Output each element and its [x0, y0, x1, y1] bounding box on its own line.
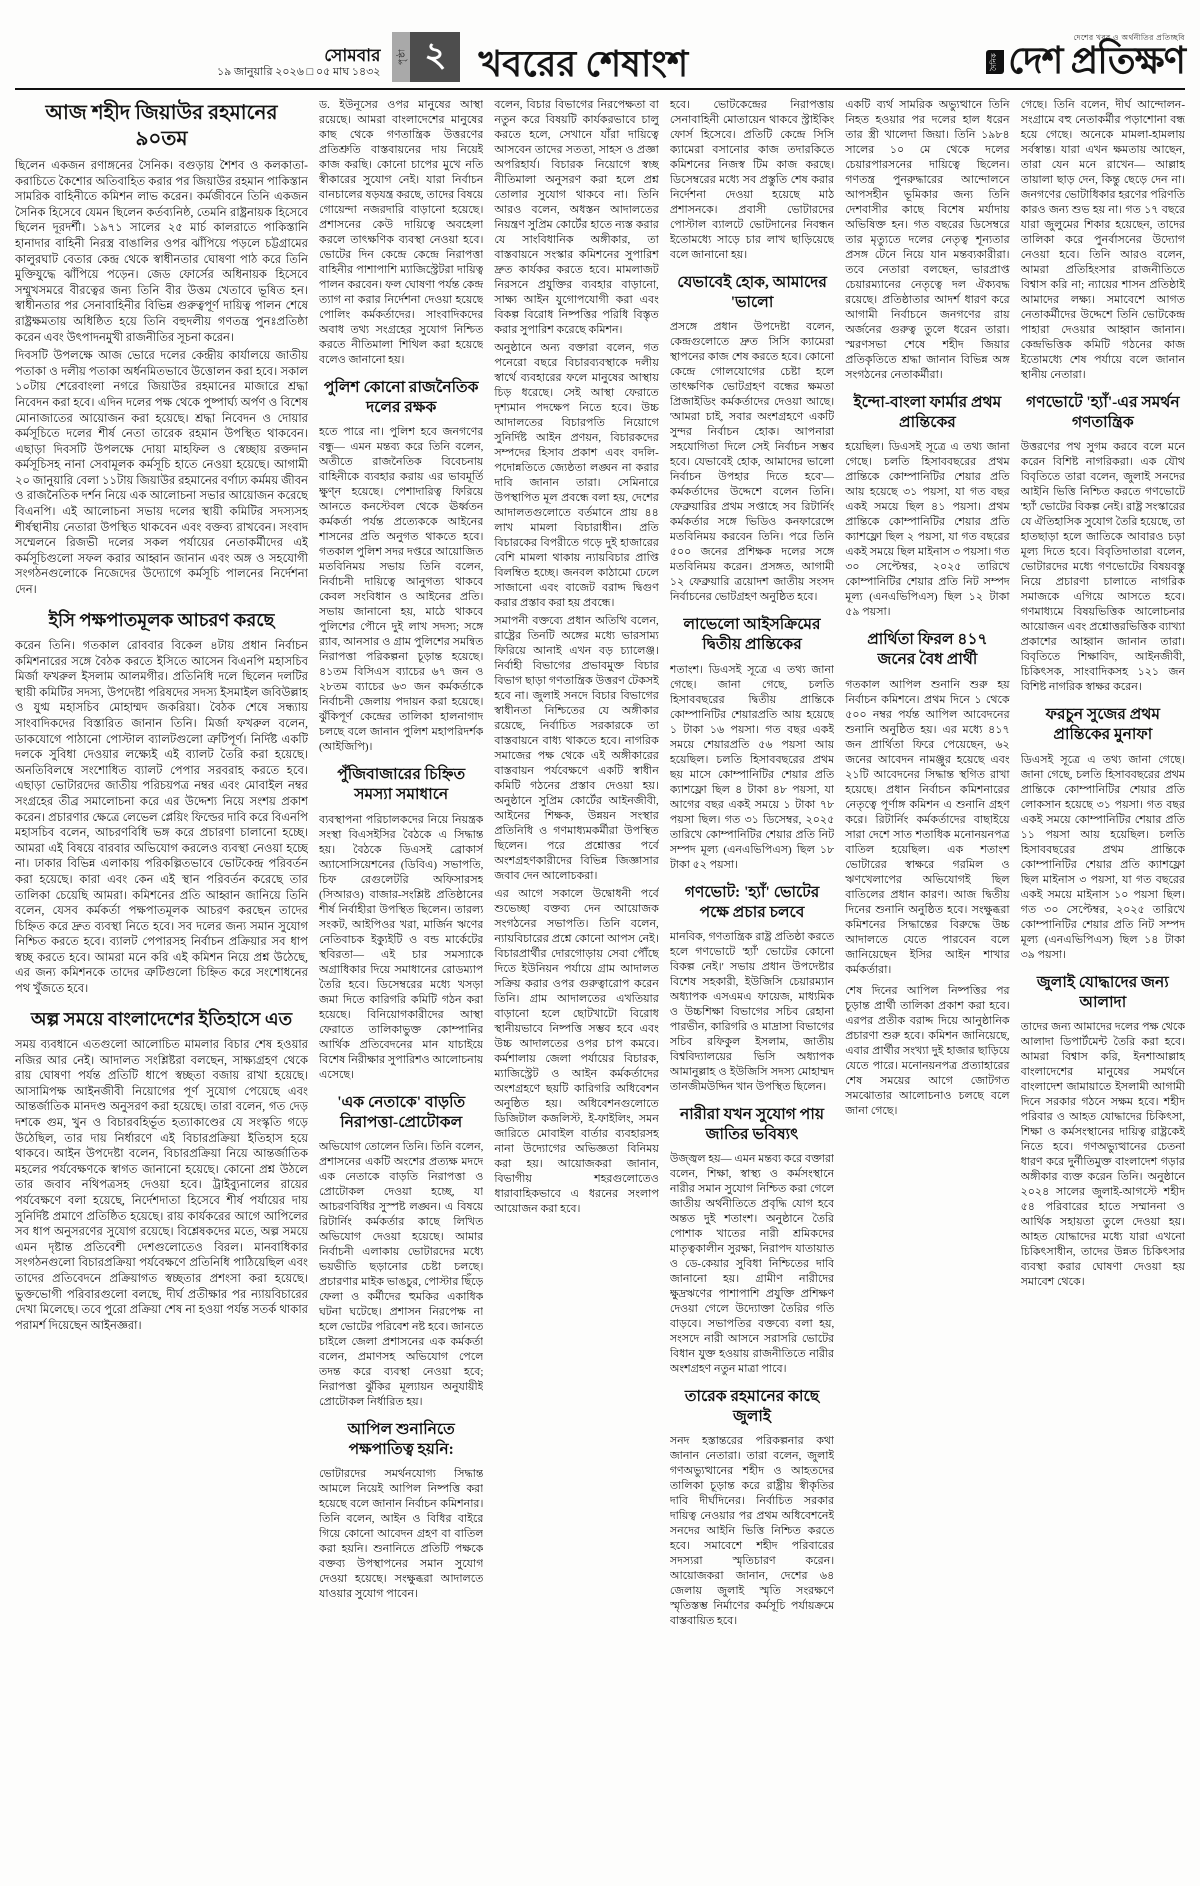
story-paragraph: ডিএসই সূত্রে এ তথ্য জানা গেছে। জানা গেছে, চলতি হিসাববছরের প্রথম প্রান্তিকে কোম্পানিটির শেয়ার প্রতি লোকসান হয়েছে ৩১ পয়সা। গত বছর একই সময়ে কোম্পানিটির শেয়ার প্রতি ১১ পয়সা আয় হয়েছিল। চলতি হিসাববছরের প্রথম প্রান্তিকে কোম্পানিটির শেয়ার প্রতি ক্যাশফ্লো ছিল মাইনাস ৩ পয়সা, যা গত বছরের একই সময়ে মাইনাস ১০ পয়সা ছিল। গত ৩০ সেপ্টেম্বর, ২০২৫ তারিখে কোম্পানিটির শেয়ার প্রতি নিট সম্পদ মূল্য (এনএভিপিএস) ছিল ১৪ টাকা ৩৯ পয়সা।: [1020, 753, 1185, 961]
story: [15, 100, 308, 599]
story-paragraph: ড. ইউনূসের ওপর মানুষের আস্থা রয়েছে। আমরা বাংলাদেশের মানুষের কাছ থেকে গণতান্ত্রিক উত্তরণের প্রতিশ্রুতি বাস্তবায়নের দায় নিয়েই কাজ করছি। কোনো চাপের মুখে নতি স্বীকারের সুযোগ নেই। যারা নির্বাচন বানচালের ষড়যন্ত্র করছে, তাদের বিষয়ে গোয়েন্দা নজরদারি বাড়ানো হয়েছে। প্রশাসনের কেউ দায়িত্বে অবহেলা করলে তাৎক্ষণিক ব্যবস্থা নেওয়া হবে। ভোটের দিন কেন্দ্রে কেন্দ্রে নিরাপত্তা বাহিনীর পাশাপাশি ম্যাজিস্ট্রেটরা দায়িত্ব পালন করবেন। ফল ঘোষণা পর্যন্ত কেন্দ্র ত্যাগ না করার নির্দেশনা দেওয়া হয়েছে পোলিং কর্মকর্তাদের। সাংবাদিকদের অবাধ তথ্য সংগ্রহের সুযোগ নিশ্চিত করতে নীতিমালা শিথিল করা হয়েছে বলেও জানানো হয়।: [319, 99, 484, 366]
story: [670, 615, 834, 872]
page-number-box: [392, 32, 460, 82]
story-continuation: [1021, 98, 1185, 383]
section-title: খবরের শেষাংশ: [478, 44, 689, 84]
story: [845, 393, 1009, 620]
story: [845, 630, 1009, 977]
news-column: [845, 98, 1009, 1873]
paper-name: দেশ প্রতিক্ষণ: [1008, 41, 1185, 82]
story: [15, 609, 308, 998]
story: [670, 1387, 834, 1629]
story-paragraph: ব্যবস্থাপনা পরিচালকদের নিয়ে নিয়ন্ত্রক সংস্থা বিএসইসির বৈঠকে এ সিদ্ধান্ত হয়। বৈঠকে ডিএসই ব্রোকার্স অ্যাসোসিয়েশনের (ডিবিএ) সভাপতি, চিফ রেগুলেটরি অফিসারসহ (সিআরও) বাজার-সংশ্লিষ্ট প্রতিষ্ঠানের শীর্ষ নির্বাহীরা উপস্থিত ছিলেন। তারল্য সংকট, আইপিওর খরা, মার্জিন ঋণের নেতিবাচক ইক্যুইটি ও বন্ড মার্কেটের স্থবিরতা— এই চার সমস্যাকে অগ্রাধিকার দিয়ে সমাধানের রোডম্যাপ তৈরি হবে। ডিসেম্বরের মধ্যে খসড়া জমা দিতে কারিগরি কমিটি গঠন করা হয়েছে। বিনিয়োগকারীদের আস্থা ফেরাতে তালিকাভুক্ত কোম্পানির আর্থিক প্রতিবেদনের মান যাচাইয়ে বিশেষ নিরীক্ষার সুপারিশও আলোচনায় এসেছে।: [319, 813, 484, 1081]
story-headline: পুলিশ কোনো রাজনৈতিক দলের রক্ষক: [323, 379, 479, 417]
story-paragraph: উত্তরণের পথ সুগম করবে বলে মনে করেন বিশিষ্ট নাগরিকরা। এক যৌথ বিবৃতিতে তারা বলেন, জুলাই সনদের আইনি ভিত্তি নিশ্চিত করতে গণভোটে 'হ্যাঁ' ভোটের বিকল্প নেই। রাষ্ট্র সংস্কারের যে ঐতিহাসিক সুযোগ তৈরি হয়েছে, তা হাতছাড়া হলে জাতিকে আবারও চড়া মূল্য দিতে হবে। বিবৃতিদাতারা বলেন, ভোটারদের মধ্যে গণভোটের বিষয়বস্তু নিয়ে প্রচারণা চালাতে নাগরিক সমাজকে এগিয়ে আসতে হবে। গণমাধ্যমে বিষয়ভিত্তিক আলোচনার আয়োজন এবং প্রশ্নোত্তরভিত্তিক ব্যাখ্যা প্রকাশের আহ্বান জানান তারা। বিবৃতিতে শিক্ষাবিদ, আইনজীবী, চিকিৎসক, সাংবাদিকসহ ১২১ জন বিশিষ্ট নাগরিক স্বাক্ষর করেন।: [1020, 441, 1185, 694]
story-paragraph: শতাংশ। ডিএসই সূত্রে এ তথ্য জানা গেছে। জানা গেছে, চলতি হিসাববছরের দ্বিতীয় প্রান্তিকে কোম্পানিটির শেয়ারপ্রতি আয় হয়েছে ১ টাকা ১৬ পয়সা। গত বছর একই সময়ে শেয়ারপ্রতি ৫৬ পয়সা আয় হয়েছিল। চলতি হিসাববছরের প্রথম ছয় মাসে কোম্পানিটির শেয়ার প্রতি ক্যাশফ্লো ছিল ৪ টাকা ৪৮ পয়সা, যা আগের বছর একই সময়ে ১ টাকা ৭৮ পয়সা ছিল। গত ৩১ ডিসেম্বর, ২০২৫ তারিখে কোম্পানিটির শেয়ার প্রতি নিট সম্পদ মূল্য (এনএভিপিএস) ছিল ১৮ টাকা ৫২ পয়সা।: [669, 663, 835, 871]
story-headline: আজ শহীদ জিয়াউর রহমানের ৯০তম: [45, 102, 278, 150]
news-column: [15, 98, 308, 1873]
paper-brand: [986, 34, 1185, 83]
paper-emblem-icon: দৈনিক: [986, 50, 1004, 74]
story-headline: তারেক রহমানের কাছে জুলাই: [684, 1388, 820, 1426]
news-column: [319, 98, 483, 1873]
story-continuation: [845, 984, 1009, 1119]
story-paragraph: হবে। ভোটকেন্দ্রের নিরাপত্তায় সেনাবাহিনী মোতায়েন থাকবে স্ট্রাইকিং ফোর্স হিসেবে। প্রতিটি কেন্দ্রে সিসি ক্যামেরা বসানোর কাজ তদারকিতে কমিশনের নিজস্ব টিম কাজ করছে। ডিসেম্বরের মধ্যে সব প্রস্তুতি শেষ করার নির্দেশনা দেওয়া হয়েছে মাঠ প্রশাসনকে। প্রবাসী ভোটারদের পোস্টাল ব্যালটে ভোটদানের নিবন্ধন ইতোমধ্যে সাড়ে চার লাখ ছাড়িয়েছে বলে জানানো হয়।: [669, 99, 835, 261]
news-column: [494, 98, 658, 1873]
story-paragraph: দিবসটি উপলক্ষে আজ ভোরে দলের কেন্দ্রীয় কার্যালয়ে জাতীয় পতাকা ও দলীয় পতাকা অর্ধনমিতভাবে উত্তোলন করা হবে। সকাল ১০টায় শেরেবাংলা নগরে জিয়াউর রহমানের মাজারে শ্রদ্ধা নিবেদন করা হবে। এদিন দলের পক্ষ থেকে পুষ্পার্ঘ্য অর্পণ ও বিশেষ মোনাজাতের আয়োজন করা হয়েছে। শ্রদ্ধা নিবেদন ও দোয়ার কর্মসূচিতে দলের শীর্ষ নেতা তারেক রহমান উপস্থিত থাকবেন। এছাড়া দিবসটি উপলক্ষে দোয়া মাহফিল ও স্বেচ্ছায় রক্তদান কর্মসূচিসহ নানা সেবামূলক কর্মসূচি হাতে নেওয়া হয়েছে। আগামী ২০ জানুয়ারি বেলা ১১টায় জিয়াউর রহমানের বর্ণাঢ্য কর্মময় জীবন ও রাজনৈতিক দর্শন নিয়ে এক আলোচনা সভার আয়োজন করেছে বিএনপি। এই আলোচনা সভায় দলের স্থায়ী কমিটির সদস্যসহ শীর্ষস্থানীয় নেতারা উপস্থিত থাকবেন এবং বক্তব্য রাখবেন। সংবাদ সম্মেলনে রিজভী দলের সকল পর্যায়ের নেতাকর্মীদের এই কর্মসূচিগুলো সফল করার আহ্বান জানান এবং অঙ্গ ও সহযোগী সংগঠনগুলোকে নিজেদের উদ্যোগে কর্মসূচি পালনের নির্দেশনা দেন।: [15, 350, 308, 597]
date-line: ১৯ জানুয়ারি ২০২৬ □ ০৫ মাঘ ১৪৩২: [217, 66, 381, 79]
story-headline: ইন্দো-বাংলা ফার্মার প্রথম প্রান্তিকের: [853, 394, 1002, 432]
story: [670, 883, 834, 1095]
story: [319, 1420, 483, 1602]
story-paragraph: মানবিক, গণতান্ত্রিক রাষ্ট্র প্রতিষ্ঠা করতে হলে গণভোটে 'হ্যাঁ' ভোটের কোনো বিকল্প নেই।' সভায় প্রধান উপদেষ্টার বিশেষ সহকারী, ইউজিসি চেয়ারম্যান অধ্যাপক এসএমএ ফায়েজ, মাধ্যমিক ও উচ্চশিক্ষা বিভাগের সচিব রেহানা পারভীন, কারিগরি ও মাদ্রাসা বিভাগের সচিব রফিকুল ইসলাম, জাতীয় বিশ্ববিদ্যালয়ের ভিসি অধ্যাপক আমানুল্লাহ ও ইউজিসি সদস্য মোহাম্মদ তানজীমউদ্দিন খান উপস্থিত ছিলেন।: [669, 930, 835, 1093]
story-paragraph: অভিযোগ তোলেন তিনি। তিনি বলেন, প্রশাসনের একটি অংশের প্রত্যক্ষ মদদে এক নেতাকে বাড়তি নিরাপত্তা ও প্রোটোকল দেওয়া হচ্ছে, যা আচরণবিধির সুস্পষ্ট লঙ্ঘন। এ বিষয়ে রিটার্নিং কর্মকর্তার কাছে লিখিত অভিযোগ দেওয়া হয়েছে। আমার নির্বাচনী এলাকায় ভোটারদের মধ্যে ভয়ভীতি ছড়ানোর চেষ্টা চলছে। প্রচারণার মাইক ভাঙচুর, পোস্টার ছিঁড়ে ফেলা ও কর্মীদের হুমকির একাধিক ঘটনা ঘটেছে। প্রশাসন নিরপেক্ষ না হলে ভোটের পরিবেশ নষ্ট হবে। জানতে চাইলে জেলা প্রশাসনের এক কর্মকর্তা বলেন, প্রমাণসহ অভিযোগ পেলে তদন্ত করে ব্যবস্থা নেওয়া হবে; নিরাপত্তা ঝুঁকির মূল্যায়ন অনুযায়ীই প্রোটোকল নির্ধারিত হয়।: [319, 1140, 484, 1408]
story-paragraph: একটি ব্যর্থ সামরিক অভ্যুত্থানে তিনি নিহত হওয়ার পর দলের হাল ধরেন তার স্ত্রী খালেদা জিয়া। তিনি ১৯৮৪ সালের ১০ মে থেকে দলের চেয়ারপারসনের দায়িত্বে ছিলেন। গণতন্ত্র পুনরুদ্ধারের আন্দোলনে আপসহীন ভূমিকার জন্য তিনি দেশবাসীর কাছে বিশেষ মর্যাদায় অভিষিক্ত হন। গত বছরের ডিসেম্বরে তার মৃত্যুতে দলের নেতৃত্ব শূন্যতার প্রসঙ্গ টেনে নিয়ে যান মন্তব্যকারীরা। তবে নেতারা বলছেন, ভারপ্রাপ্ত চেয়ারম্যানের নেতৃত্বে দল ঐক্যবদ্ধ রয়েছে। প্রতিষ্ঠাতার আদর্শ ধারণ করে আগামী নির্বাচনে জনগণের রায় অর্জনের গুরুত্ব তুলে ধরেন তারা। স্মরণসভা শেষে শহীদ জিয়ার প্রতিকৃতিতে শ্রদ্ধা জানান বিভিন্ন অঙ্গ সংগঠনের নেতাকর্মীরা।: [845, 99, 1010, 381]
masthead: [15, 10, 1185, 90]
news-column: [670, 98, 834, 1873]
story-headline: পুঁজিবাজারের চিহ্নিত সমস্যা সমাধানে: [337, 766, 466, 804]
content-columns: [15, 98, 1185, 1873]
story-continuation: [845, 98, 1009, 383]
story-headline: আপিল শুনানিতে পক্ষপাতিত্ব হয়নি:: [347, 1420, 455, 1458]
story-headline: লাভেলো আইসক্রিমের দ্বিতীয় প্রান্তিকের: [683, 616, 821, 654]
news-column: [1021, 98, 1185, 1873]
story-headline: 'এক নেতাকে' বাড়তি নিরাপত্তা-প্রোটোকল: [337, 1093, 466, 1131]
story: [1021, 393, 1185, 695]
story-paragraph: ছিলেন একজন রণাঙ্গনের সৈনিক। বগুড়ায় শৈশব ও কলকাতা-করাচিতে কৈশোর অতিবাহিত করার পর জিয়াউর রহমান পাকিস্তান সামরিক বাহিনীতে কমিশন লাভ করেন। কর্মজীবনে তিনি একজন সৈনিক হিসেবে যেমন ছিলেন কর্তব্যনিষ্ঠ, তেমনি রাষ্ট্রনায়ক হিসেবে ছিলেন দূরদর্শী। ১৯৭১ সালের ২৫ মার্চ কালরাতে পাকিস্তানি হানাদার বাহিনী নিরস্ত্র বাঙালির ওপর ঝাঁপিয়ে পড়লে চট্টগ্রামের কালুরঘাট বেতার কেন্দ্র থেকে স্বাধীনতার ঘোষণা পাঠ করে তিনি মুক্তিযুদ্ধে ঝাঁপিয়ে পড়েন। জেড ফোর্সের অধিনায়ক হিসেবে সম্মুখসমরে বীরত্বের জন্য তিনি বীর উত্তম খেতাবে ভূষিত হন। স্বাধীনতার পর সেনাবাহিনীর বিভিন্ন গুরুত্বপূর্ণ দায়িত্ব পালন শেষে রাষ্ট্রক্ষমতায় অধিষ্ঠিত হয়ে তিনি বহুদলীয় গণতন্ত্র পুনঃপ্রতিষ্ঠা করেন এবং উৎপাদনমুখী রাজনীতির সূচনা করেন।: [15, 160, 308, 344]
story-paragraph: হয়েছিল। ডিএসই সূত্রে এ তথ্য জানা গেছে। চলতি হিসাববছরের প্রথম প্রান্তিকে কোম্পানিটির শেয়ার প্রতি আয় হয়েছে ৩১ পয়সা, যা গত বছর একই সময়ে ছিল ৪১ পয়সা। প্রথম প্রান্তিকে কোম্পানিটির শেয়ার প্রতি ক্যাশফ্লো ছিল ২ পয়সা, যা গত বছরের একই সময়ে ছিল মাইনাস ৩ পয়সা। গত ৩০ সেপ্টেম্বর, ২০২৫ তারিখে কোম্পানিটির শেয়ার প্রতি নিট সম্পদ মূল্য (এনএভিপিএস) ছিল ১২ টাকা ৫৯ পয়সা।: [845, 441, 1010, 619]
story-headline: ইসি পক্ষপাতমূলক আচরণ করছে: [48, 609, 275, 630]
story-headline: যেভাবেই হোক, আমাদের 'ভালো: [677, 274, 827, 312]
story-continuation: [494, 98, 658, 1217]
story-paragraph: সমাপনী বক্তব্যে প্রধান অতিথি বলেন, রাষ্ট্রের তিনটি অঙ্গের মধ্যে ভারসাম্য ফিরিয়ে আনাই এখন বড় চ্যালেঞ্জ। নির্বাহী বিভাগের প্রভাবমুক্ত বিচার বিভাগ ছাড়া গণতান্ত্রিক উত্তরণ টেকসই হবে না। জুলাই সনদে বিচার বিভাগের স্বাধীনতা নিশ্চিতের যে অঙ্গীকার রয়েছে, নির্বাচিত সরকারকে তা বাস্তবায়নে বাধ্য থাকতে হবে। নাগরিক সমাজের পক্ষ থেকে এই অঙ্গীকারের বাস্তবায়ন পর্যবেক্ষণে একটি স্বাধীন কমিটি গঠনের প্রস্তাব দেওয়া হয়। অনুষ্ঠানে সুপ্রিম কোর্টের আইনজীবী, আইনের শিক্ষক, উন্নয়ন সংস্থার প্রতিনিধি ও গণমাধ্যমকর্মীরা উপস্থিত ছিলেন। পরে প্রশ্নোত্তর পর্বে অংশগ্রহণকারীদের বিভিন্ন জিজ্ঞাসার জবাব দেন আলোচকরা।: [494, 615, 659, 882]
story-continuation: [670, 98, 834, 263]
story-paragraph: ভোটারদের সমর্থনযোগ্য সিদ্ধান্ত আমলে নিয়েই আপিল নিষ্পত্তি করা হয়েছে বলে জানান নির্বাচন কমিশনার। তিনি বলেন, আইন ও বিধির বাইরে গিয়ে কোনো আবেদন গ্রহণ বা বাতিল করা হয়নি। শুনানিতে প্রতিটি পক্ষকে বক্তব্য উপস্থাপনের সমান সুযোগ দেওয়া হয়েছে। সংক্ষুব্ধরা আদালতে যাওয়ার সুযোগ পাবেন।: [319, 1468, 484, 1601]
story-paragraph: প্রসঙ্গে প্রধান উপদেষ্টা বলেন, কেন্দ্রগুলোতে দ্রুত সিসি ক্যামেরা স্থাপনের কাজ শেষ করতে হবে। কোনো কেন্দ্রে গোলযোগের চেষ্টা হলে তাৎক্ষণিক ভোটগ্রহণ বন্ধের ক্ষমতা প্রিজাইডিং কর্মকর্তাদের দেওয়া আছে। 'আমরা চাই, সবার অংশগ্রহণে একটি সুন্দর নির্বাচন হোক। আপনারা সহযোগিতা দিলে সেই নির্বাচন সম্ভব হবে। যেভাবেই হোক, আমাদের ভালো নির্বাচন উপহার দিতে হবে'— কর্মকর্তাদের উদ্দেশে বলেন তিনি। ফেব্রুয়ারির প্রথম সপ্তাহে সব রিটার্নিং কর্মকর্তার সঙ্গে ভিডিও কনফারেন্সে মতবিনিময় করবেন তিনি। পরে তিনি ৫০০ জনের প্রশিক্ষক দলের সঙ্গে মতবিনিময় করেন। প্রসঙ্গত, আগামী ১২ ফেব্রুয়ারি ত্রয়োদশ জাতীয় সংসদ নির্বাচনের ভোটগ্রহণ অনুষ্ঠিত হবে।: [669, 321, 835, 604]
story-headline: অল্প সময়ে বাংলাদেশের ইতিহাসে এত: [30, 1008, 293, 1029]
story-paragraph: সময় ব্যবধানে এতগুলো আলোচিত মামলার বিচার শেষ হওয়ার নজির আর নেই। আদালত সংশ্লিষ্টরা বলছেন, সাক্ষ্যগ্রহণ থেকে রায় ঘোষণা পর্যন্ত প্রতিটি ধাপে স্বচ্ছতা বজায় রাখা হয়েছে। আসামিপক্ষ আইনজীবী নিয়োগের পূর্ণ সুযোগ পেয়েছে এবং আন্তর্জাতিক মানদণ্ড অনুসরণ করা হয়েছে। তারা বলেন, গত দেড় দশকে গুম, খুন ও বিচারবহির্ভূত হত্যাকাণ্ডের যে সংস্কৃতি গড়ে উঠেছিল, তার দায় নির্ধারণে এই বিচারপ্রক্রিয়া ইতিহাস হয়ে থাকবে। আইন উপদেষ্টা বলেন, বিচারপ্রক্রিয়া নিয়ে আন্তর্জাতিক মহলের পর্যবেক্ষণকে স্বাগত জানানো হয়েছে। কোনো প্রশ্ন উঠলে তার জবাব নথিপত্রসহ দেওয়া হবে। ট্রাইব্যুনালের রায়ের পর্যবেক্ষণে বলা হয়েছে, নির্দেশদাতা হিসেবে শীর্ষ পর্যায়ের দায় সুনির্দিষ্ট প্রমাণে প্রতিষ্ঠিত হয়েছে। রায় কার্যকরের আগে আপিলের সব ধাপ অনুসরণের সুযোগ রয়েছে। বিশ্লেষকদের মতে, অল্প সময়ে এমন দৃষ্টান্ত প্রতিবেশী দেশগুলোতেও বিরল। মানবাধিকার সংগঠনগুলো বিচারপ্রক্রিয়া পর্যবেক্ষণে প্রতিনিধি পাঠিয়েছিল এবং তাদের প্রতিবেদনে প্রক্রিয়াগত স্বচ্ছতার প্রশংসা করা হয়েছে। ভুক্তভোগী পরিবারগুলো বলছে, দীর্ঘ প্রতীক্ষার পর ন্যায়বিচারের দেখা মিলেছে। তবে পুরো প্রক্রিয়া শেষ না হওয়া পর্যন্ত সতর্ক থাকার পরামর্শ দিয়েছেন আইনজ্ঞরা।: [15, 1039, 308, 1332]
story-headline: জুলাই যোদ্ধাদের জন্য আলাদা: [1036, 973, 1169, 1011]
story-headline: নারীরা যখন সুযোগ পায় জাতির ভবিষ্যৎ: [680, 1105, 824, 1143]
story-paragraph: সনদ হস্তান্তরের পরিকল্পনার কথা জানান নেতারা। তারা বলেন, জুলাই গণঅভ্যুত্থানের শহীদ ও আহতদের তালিকা চূড়ান্ত করে রাষ্ট্রীয় স্বীকৃতির দাবি দীর্ঘদিনের। নির্বাচিত সরকার দায়িত্ব নেওয়ার পর প্রথম অধিবেশনেই সনদের আইনি ভিত্তি নিশ্চিত করতে হবে। সমাবেশে শহীদ পরিবারের সদস্যরা স্মৃতিচারণ করেন। আয়োজকরা জানান, দেশের ৬৪ জেলায় জুলাই স্মৃতি সংরক্ষণে স্মৃতিস্তম্ভ নির্মাণের কর্মসূচি পর্যায়ক্রমে বাস্তবায়িত হবে।: [669, 1435, 835, 1628]
story-paragraph: গেছে। তিনি বলেন, দীর্ঘ আন্দোলন-সংগ্রামে বহু নেতাকর্মীর পড়াশোনা বন্ধ হয়ে গেছে। অনেকে মামলা-হামলায় সর্বস্বান্ত। যারা এখন ক্ষমতায় আছেন, তারা যেন মনে রাখেন— আল্লাহ তায়ালা ছাড় দেন, কিন্তু ছেড়ে দেন না। জনগণের ভোটাধিকার হরণের পরিণতি কারও জন্য শুভ হয় না। গত ১৭ বছরে যারা জুলুমের শিকার হয়েছেন, তাদের তালিকা করে পুনর্বাসনের উদ্যোগ নেওয়া হবে। তিনি আরও বলেন, আমরা প্রতিহিংসার রাজনীতিতে বিশ্বাস করি না; ন্যায়ের শাসন প্রতিষ্ঠাই আমাদের লক্ষ্য। সমাবেশে আগত নেতাকর্মীদের উদ্দেশে তিনি ভোটকেন্দ্র পাহারা দেওয়ার আহ্বান জানান। কেন্দ্রভিত্তিক কমিটি গঠনের কাজ ইতোমধ্যে শেষ পর্যায়ে বলে জানান স্থানীয় নেতারা।: [1020, 99, 1185, 381]
story: [319, 765, 483, 1082]
story-paragraph: শেষ দিনের আপিল নিষ্পত্তির পর চূড়ান্ত প্রার্থী তালিকা প্রকাশ করা হবে। এরপর প্রতীক বরাদ্দ দিয়ে আনুষ্ঠানিক প্রচারণা শুরু হবে। কমিশন জানিয়েছে, এবার প্রার্থীর সংখ্যা দুই হাজার ছাড়িয়ে যেতে পারে। মনোনয়নপত্র প্রত্যাহারের শেষ সময়ের আগে জোটগত সমঝোতার আলোচনাও চলছে বলে জানা গেছে।: [845, 984, 1010, 1117]
story: [319, 378, 483, 755]
story-paragraph: করেন তিনি। গতকাল রোববার বিকেল ৪টায় প্রধান নির্বাচন কমিশনারের সঙ্গে বৈঠক করতে ইসিতে আসেন বিএনপি মহাসচিব মির্জা ফখরুল ইসলাম আলমগীর। প্রতিনিধি দলে ছিলেন দলটির স্থায়ী কমিটির সদস্য, উপদেষ্টা পরিষদের সদস্য ইসমাইল জবিউল্লাহ ও যুগ্ম মহাসচিব মোহাম্মদ জকরিয়া। বৈঠক শেষে সন্ধ্যায় সাংবাদিকদের বিস্তারিত জানান তিনি। মির্জা ফখরুল বলেন, ডাকযোগে পাঠানো পোস্টাল ব্যালটগুলো ত্রুটিপূর্ণ। নির্দিষ্ট একটি দলকে সুবিধা দেওয়ার লক্ষ্যেই এই ব্যালট তৈরি করা হয়েছে। অনতিবিলম্বে সংশোধিত ব্যালট পেপার সরবরাহ করতে হবে। এছাড়া ভোটারদের জাতীয় পরিচয়পত্র নম্বর এবং মোবাইল নম্বর সংগ্রহের তীব্র সমালোচনা করে এর উদ্দেশ্য নিয়ে সংশয় প্রকাশ করেন। প্রচারণার ক্ষেত্রে লেভেল প্লেয়িং ফিল্ডের দাবি করে বিএনপি মহাসচিব বলেন, আচরণবিধি ভঙ্গ করে প্রচারণা চালানো হচ্ছে। আমরা এই বিষয়ে বারবার অভিযোগ করলেও ব্যবস্থা নেওয়া হচ্ছে না। ঢাকার বিভিন্ন এলাকায় পরিকল্পিতভাবে ভোটকেন্দ্র পরিবর্তন করা হয়েছে। কারা এবং কেন এই স্থান পরিবর্তন করেছে তার তালিকা চেয়েছি আমরা। কমিশনের প্রতি আহ্বান জানিয়ে তিনি বলেন, যেসব কর্মকর্তা পক্ষপাতমূলক আচরণ করছেন তাদের চিহ্নিত করে দ্রুত ব্যবস্থা নিতে হবে। সব দলের জন্য সমান সুযোগ নিশ্চিত করতে হবে। ব্যালট পেপারসহ নির্বাচন প্রক্রিয়ার সব ধাপ স্বচ্ছ করতে হবে। আমরা মনে করি এই কমিশন নিয়ে প্রশ্ন উঠেছে, এর জন্য কমিশনকে তাদের ত্রুটিগুলো চিহ্নিত করে সংশোধনের পথ খুঁজতে হবে।: [15, 640, 308, 996]
story-paragraph: হতে পারে না। পুলিশ হবে জনগণের বন্ধু— এমন মন্তব্য করে তিনি বলেন, অতীতে রাজনৈতিক বিবেচনায় বাহিনীকে ব্যবহার করায় এর ভাবমূর্তি ক্ষুণ্ন হয়েছে। পেশাদারিত্ব ফিরিয়ে আনতে কনস্টেবল থেকে ঊর্ধ্বতন কর্মকর্তা পর্যন্ত প্রত্যেককে আইনের শাসনের প্রতি অনুগত থাকতে হবে। গতকাল পুলিশ সদর দপ্তরে আয়োজিত মতবিনিময় সভায় তিনি বলেন, নির্বাচনী দায়িত্বে আনুগত্য থাকবে কেবল সংবিধান ও আইনের প্রতি। সভায় জানানো হয়, মাঠে থাকবে পুলিশের পৌনে দুই লাখ সদস্য; সঙ্গে র‍্যাব, আনসার ও গ্রাম পুলিশের সমন্বিত নিরাপত্তা পরিকল্পনা চূড়ান্ত হয়েছে। ৪১তম বিসিএস ব্যাচের ৬৭ জন ও ২৮তম ব্যাচের ৬৩ জন কর্মকর্তাকে নির্বাচনী জেলায় পদায়ন করা হয়েছে। ঝুঁকিপূর্ণ কেন্দ্রের তালিকা হালনাগাদ চলছে বলে জানান পুলিশ মহাপরিদর্শক (আইজিপি)।: [319, 426, 484, 754]
story-headline: প্রার্থিতা ফিরল ৪১৭ জনের বৈধ প্রার্থী: [867, 631, 988, 669]
story: [670, 1105, 834, 1377]
paper-name-row: [986, 43, 1185, 80]
story: [15, 1008, 308, 1335]
date-block: [217, 45, 380, 82]
story-continuation: [319, 98, 483, 368]
story: [670, 273, 834, 605]
story-paragraph: গতকাল আপিল শুনানি শুরু হয় নির্বাচন কমিশনে। প্রথম দিনে ১ থেকে ৫০০ নম্বর পর্যন্ত আপিল আবেদনের শুনানি অনুষ্ঠিত হয়। এর মধ্যে ৪১৭ জন প্রার্থিতা ফিরে পেয়েছেন, ৬২ জনের আবেদন নামঞ্জুর হয়েছে এবং ২১টি আবেদনের সিদ্ধান্ত স্থগিত রাখা হয়েছে। প্রধান নির্বাচন কমিশনারের নেতৃত্বে পূর্ণাঙ্গ কমিশন এ শুনানি গ্রহণ করে। রিটার্নিং কর্মকর্তাদের বাছাইয়ে সারা দেশে সাত শতাধিক মনোনয়নপত্র বাতিল হয়েছিল। এক শতাংশ ভোটারের স্বাক্ষরে গরমিল ও ঋণখেলাপের অভিযোগই ছিল বাতিলের প্রধান কারণ। আজ দ্বিতীয় দিনের শুনানি অনুষ্ঠিত হবে। সংক্ষুব্ধরা কমিশনের সিদ্ধান্তের বিরুদ্ধে উচ্চ আদালতে যেতে পারবেন বলে জানিয়েছেন ইসির আইন শাখার কর্মকর্তারা।: [845, 678, 1010, 976]
story: [1021, 705, 1185, 962]
story-paragraph: উজ্জ্বল হয়— এমন মন্তব্য করে বক্তারা বলেন, শিক্ষা, স্বাস্থ্য ও কর্মসংস্থানে নারীর সমান সুযোগ নিশ্চিত করা গেলে জাতীয় অর্থনীতিতে প্রবৃদ্ধি যোগ হবে অন্তত দুই শতাংশ। অনুষ্ঠানে তৈরি পোশাক খাতের নারী শ্রমিকদের মাতৃত্বকালীন সুরক্ষা, নিরাপদ যাতায়াত ও ডে-কেয়ার সুবিধা নিশ্চিতের দাবি জানানো হয়। গ্রামীণ নারীদের ক্ষুদ্রঋণের পাশাপাশি প্রযুক্তি প্রশিক্ষণ দেওয়া গেলে উদ্যোক্তা তৈরির গতি বাড়বে। সভাপতির বক্তব্যে বলা হয়, সংসদে নারী আসনে সরাসরি ভোটের বিধান যুক্ত হওয়ায় রাজনীতিতে নারীর অংশগ্রহণ নতুন মাত্রা পাবে।: [669, 1153, 835, 1376]
story: [1021, 973, 1185, 1290]
page-word-label: পৃষ্ঠা: [392, 32, 410, 82]
story-headline: ফরচুন সুজের প্রথম প্রান্তিকের মুনাফা: [1045, 706, 1160, 744]
story-paragraph: তাদের জন্য আমাদের দলের পক্ষ থেকে আলাদা ডিপার্টমেন্ট তৈরি করা হবে। আমরা বিশ্বাস করি, ইনশাআল্লাহ বাংলাদেশের মানুষের সমর্থনে বাংলাদেশ জামায়াতে ইসলামী আগামী দিনে সরকার গঠনে সক্ষম হবে। শহীদ পরিবার ও আহত যোদ্ধাদের চিকিৎসা, শিক্ষা ও কর্মসংস্থানের দায়িত্ব রাষ্ট্রকেই নিতে হবে। গণঅভ্যুত্থানের চেতনা ধারণ করে দুর্নীতিমুক্ত বাংলাদেশ গড়ার অঙ্গীকার ব্যক্ত করেন তিনি। অনুষ্ঠানে ২০২৪ সালের জুলাই-আগস্টে শহীদ ৫৪ পরিবারের হাতে সম্মাননা ও আর্থিক সহায়তা তুলে দেওয়া হয়। আহত যোদ্ধাদের মধ্যে যারা এখনো চিকিৎসাধীন, তাদের উন্নত চিকিৎসার ব্যবস্থা করার ঘোষণা দেওয়া হয় সমাবেশ থেকে।: [1020, 1020, 1185, 1288]
page-number: ২: [410, 32, 460, 82]
story-headline: গণভোট: 'হ্যাঁ' ভোটের পক্ষে প্রচার চলবে: [684, 883, 820, 921]
story-headline: গণভোটে 'হ্যাঁ'-এর সমর্থন গণতান্ত্রিক: [1026, 394, 1180, 432]
story-paragraph: অনুষ্ঠানে অন্য বক্তারা বলেন, গত পনেরো বছরে বিচারব্যবস্থাকে দলীয় স্বার্থে ব্যবহারের ফলে মানুষের আস্থায় চিড় ধরেছে। সেই আস্থা ফেরাতে দৃশ্যমান পদক্ষেপ নিতে হবে। উচ্চ আদালতের বিচারপতি নিয়োগে সুনির্দিষ্ট আইন প্রণয়ন, বিচারকদের সম্পদের হিসাব প্রকাশ এবং বদলি-পদোন্নতিতে জ্যেষ্ঠতা লঙ্ঘন না করার দাবি জানান তারা। সেমিনারে উপস্থাপিত মূল প্রবন্ধে বলা হয়, দেশের আদালতগুলোতে বর্তমানে প্রায় ৪৪ লাখ মামলা বিচারাধীন। প্রতি বিচারকের বিপরীতে গড়ে দুই হাজারের বেশি মামলা থাকায় ন্যায়বিচার প্রাপ্তি বিলম্বিত হচ্ছে। জনবল কাঠামো ঢেলে সাজানো এবং বাজেট বরাদ্দ দ্বিগুণ করার প্রস্তাব করা হয় প্রবন্ধে।: [494, 342, 659, 609]
paper-tagline: দেশের খবর ও অর্থনীতির প্রতিচ্ছবি: [1073, 32, 1185, 42]
story: [319, 1093, 483, 1410]
weekday-label: সোমবার: [324, 46, 381, 65]
story-paragraph: এর আগে সকালে উদ্বোধনী পর্বে শুভেচ্ছা বক্তব্য দেন আয়োজক সংগঠনের সভাপতি। তিনি বলেন, ন্যায়বিচারের প্রশ্নে কোনো আপস নেই। বিচারপ্রার্থীর দোরগোড়ায় সেবা পৌঁছে দিতে ইউনিয়ন পর্যায়ে গ্রাম আদালত সক্রিয় করার ওপর গুরুত্বারোপ করেন তিনি। গ্রাম আদালতের এখতিয়ার বাড়ানো হলে ছোটখাটো বিরোধ স্থানীয়ভাবে নিষ্পত্তি সম্ভব হবে এবং উচ্চ আদালতের ওপর চাপ কমবে। কর্মশালায় জেলা পর্যায়ের বিচারক, ম্যাজিস্ট্রেট ও আইন কর্মকর্তাদের অংশগ্রহণে ছয়টি কারিগরি অধিবেশন অনুষ্ঠিত হয়। অধিবেশনগুলোতে ডিজিটাল কজলিস্ট, ই-ফাইলিং, সমন জারিতে মোবাইল বার্তার ব্যবহারসহ নানা উদ্যোগের অভিজ্ঞতা বিনিময় করা হয়। আয়োজকরা জানান, বিভাগীয় শহরগুলোতেও ধারাবাহিকভাবে এ ধরনের সংলাপ আয়োজন করা হবে।: [494, 888, 659, 1215]
story-paragraph: বলেন, বিচার বিভাগের নিরপেক্ষতা বা নতুন করে বিষয়টি কার্যকরভাবে চালু করতে হলে, সেখানে যাঁরা দায়িত্বে আসবেন তাদের সততা, সাহস ও প্রজ্ঞা অপরিহার্য। বিচারক নিয়োগে স্বচ্ছ নীতিমালা অনুসরণ করা হলে প্রশ্ন তোলার সুযোগ থাকবে না। তিনি আরও বলেন, অধস্তন আদালতের নিয়ন্ত্রণ সুপ্রিম কোর্টের হাতে ন্যস্ত করার যে সাংবিধানিক অঙ্গীকার, তা বাস্তবায়নে সংস্কার কমিশনের সুপারিশ দ্রুত কার্যকর করতে হবে। মামলাজট নিরসনে প্রযুক্তির ব্যবহার বাড়ানো, সাক্ষ্য আইন যুগোপযোগী করা এবং বিকল্প বিরোধ নিষ্পত্তির পরিধি বিস্তৃত করার সুপারিশ করেছে কমিশন।: [494, 99, 659, 336]
